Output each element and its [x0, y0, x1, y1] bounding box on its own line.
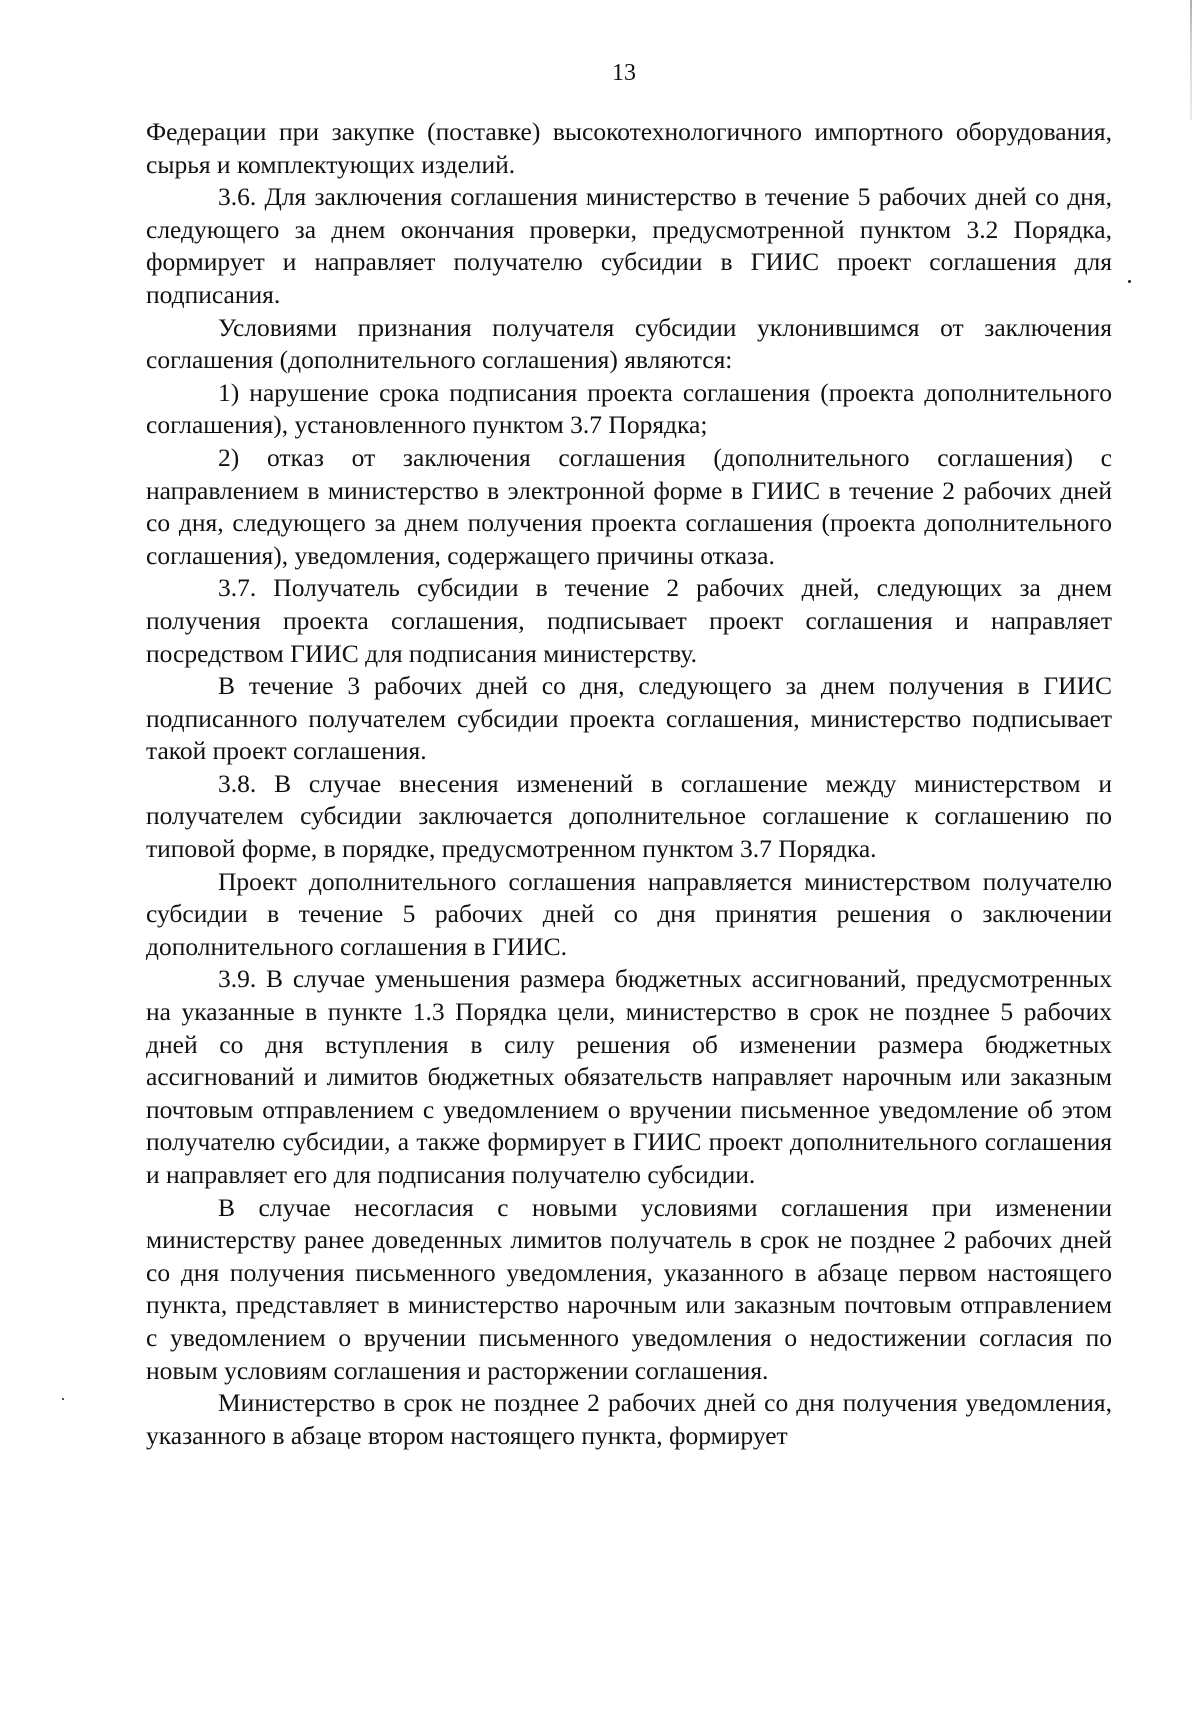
- page-number: 13: [612, 60, 636, 86]
- document-body: [146, 116, 1112, 1452]
- paragraph-3-9: 3.9. В случае уменьшения размера бюджетных ассигнований, предусмотренных на указанные в пункте 1.3 Порядка цели, министерство в срок не позднее 5 рабочих дней со дня вступления в силу решения об изменении размера бюджетных ассигнований и лимитов бюджетных обязательств направляет нарочным или заказным почтовым отправлением с уведомлением о вручении письменное уведомление об этом получателю субсидии, а также формирует в ГИИС проект дополнительного соглашения и направляет его для подписания получателю субсидии.: [146, 964, 1112, 1189]
- paragraph-3-9-second: В случае несогласия с новыми условиями соглашения при изменении министерству ранее доведенных лимитов получатель в срок не позднее 2 рабочих дней со дня получения письменного уведомления, указанного в абзаце первом настоящего пункта, представляет в министерство нарочным или заказным почтовым отправлением с уведомлением о вручении письменного уведомления о недостижении согласия по новым условиям соглашения и расторжении соглашения.: [146, 1192, 1112, 1385]
- paragraph-3-6: 3.6. Для заключения соглашения министерство в течение 5 рабочих дней со дня, следующего за днем окончания проверки, предусмотренной пунктом 3.2 Порядка, формирует и направляет получателю субсидии в ГИИС проект соглашения для подписания.: [146, 182, 1112, 309]
- scan-speck: [1128, 280, 1131, 283]
- paragraph-3-8-second: Проект дополнительного соглашения направляется министерством получателю субсидии в течение 5 рабочих дней со дня принятия решения о заключении дополнительного соглашения в ГИИС.: [146, 866, 1112, 961]
- paragraph-continuation: Федерации при закупке (поставке) высокотехнологичного импортного оборудования, сырья и комплектующих изделий.: [146, 117, 1112, 179]
- paragraph-condition-1: 1) нарушение срока подписания проекта соглашения (проекта дополнительного соглашения), установленного пунктом 3.7 Порядка;: [146, 377, 1112, 440]
- paragraph-3-8: 3.8. В случае внесения изменений в соглашение между министерством и получателем субсидии заключается дополнительное соглашение к соглашению по типовой форме, в порядке, предусмотренном пунктом 3.7 Порядка.: [146, 768, 1112, 864]
- paragraph-3-7-second: В течение 3 рабочих дней со дня, следующего за днем получения в ГИИС подписанного получателем субсидии проекта соглашения, министерство подписывает такой проект соглашения.: [146, 671, 1112, 766]
- paragraph-evasion-conditions: Условиями признания получателя субсидии уклонившимся от заключения соглашения (дополнительного соглашения) являются:: [146, 312, 1112, 375]
- paragraph-condition-2: 2) отказ от заключения соглашения (дополнительного соглашения) с направлением в министерство в электронной форме в ГИИС в течение 2 рабочих дней со дня, следующего за днем получения проекта соглашения (проекта дополнительного соглашения), уведомления, содержащего причины отказа.: [146, 442, 1112, 570]
- paragraph-3-9-third: Министерство в срок не позднее 2 рабочих дней со дня получения уведомления, указанного в абзаце втором настоящего пункта, формирует: [146, 1388, 1112, 1450]
- scan-speck: [62, 1398, 64, 1400]
- paragraph-3-7: 3.7. Получатель субсидии в течение 2 рабочих дней, следующих за днем получения проекта соглашения, подписывает проект соглашения и направляет посредством ГИИС для подписания министерству.: [146, 573, 1112, 668]
